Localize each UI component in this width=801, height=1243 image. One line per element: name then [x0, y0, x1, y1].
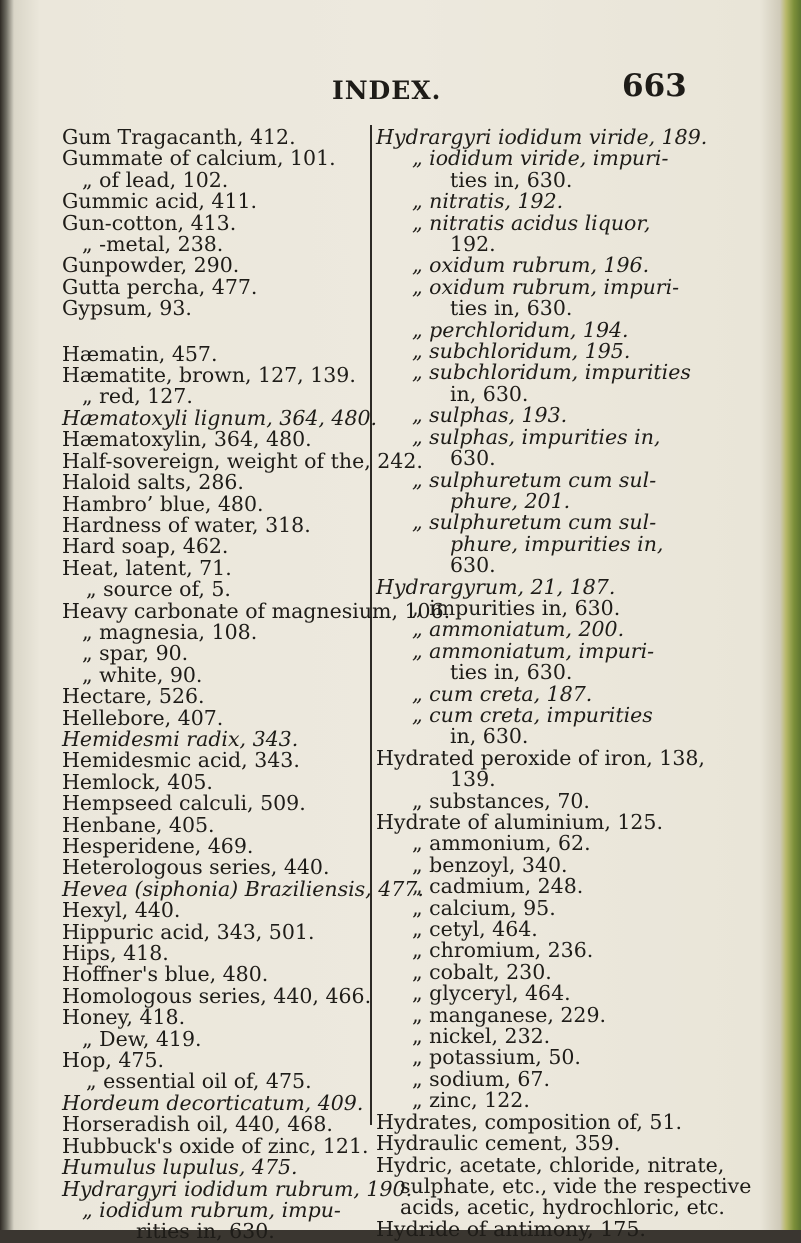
index-subentry: „ glyceryl, 464. [412, 981, 571, 1006]
index-entry: Heavy carbonate of magnesium, 106. [62, 598, 451, 623]
index-entry: Hop, 475. [62, 1048, 165, 1073]
index-entry-italic: Hydrargyrum, 21, 187. [376, 574, 616, 599]
index-subentry: „ white, 90. [82, 662, 203, 687]
index-subentry [376, 148, 681, 169]
index-entry-italic: Hevea (siphonia) Braziliensis, 477. [62, 876, 424, 901]
index-entry-continuation: 139. [450, 767, 496, 792]
index-entry-italic: Hydrargyri iodidum viride, 189. [376, 125, 708, 149]
index-entry-italic: „ perchloridum, 194. [412, 317, 629, 342]
index-entry [376, 125, 708, 149]
index-entry-italic: Hæmatoxyli lignum, 364, 480. [62, 405, 378, 430]
index-entry-italic: phure, 201. [450, 488, 571, 513]
index-subentry [376, 317, 681, 342]
index-entry-italic: „ sulphas, impurities in, [412, 424, 661, 449]
index-entry [62, 1157, 372, 1178]
index-entry: Haloid salts, 286. [62, 470, 244, 495]
index-entry: Hardness of water, 318. [62, 512, 311, 537]
index-entry-italic: „ subchloridum, 195. [412, 339, 631, 364]
index-entry: Hæmatite, brown, 127, 139. [62, 363, 356, 388]
index-entry: Gun-cotton, 413. [62, 210, 237, 235]
index-entry-italic: Hordeum decorticatum, 409. [62, 1090, 364, 1115]
index-entry: Hydraulic cement, 359. [376, 1131, 621, 1156]
index-entry: Hips, 418. [62, 941, 169, 966]
index-subentry: „ spar, 90. [82, 641, 189, 666]
index-subentry [376, 638, 681, 663]
index-entry: Half-sovereign, weight of the, 242. [62, 448, 423, 473]
index-entry-italic: phure, impurities in, [450, 531, 664, 556]
index-entry [62, 876, 424, 901]
index-subentry [376, 341, 681, 362]
index-entry-italic: Hemidesmi radix, 343. [62, 726, 299, 751]
index-column-right [376, 125, 752, 1241]
index-subentry: „ potassium, 50. [412, 1045, 581, 1070]
index-entry-continuation: ties in, 630. [450, 296, 573, 321]
index-entry-continuation: sulphate, etc., vide the respective [400, 1173, 752, 1198]
index-subentry [376, 512, 681, 533]
index-entry: Heterologous series, 440. [62, 855, 330, 880]
index-entry [62, 1090, 372, 1115]
index-subentry: „ zinc, 122. [412, 1088, 530, 1113]
index-entry: Hesperidene, 469. [62, 834, 254, 858]
index-entry: Henbane, 405. [62, 812, 215, 837]
index-entry-italic: „ nitratis, 192. [412, 189, 564, 214]
index-entry: Hard soap, 462. [62, 534, 229, 559]
index-entry-italic: „ sulphuretum cum sul- [412, 467, 657, 492]
index-entry-italic: „ iodidum viride, impuri- [412, 146, 669, 171]
index-entry: Heat, latent, 71. [62, 555, 232, 580]
index-entry [62, 726, 372, 751]
index-subentry: „ chromium, 236. [412, 938, 594, 963]
index-entry-continuation: 630. [450, 446, 496, 471]
index-entry-continuation: ties in, 630. [450, 167, 573, 192]
index-subentry: „ cobalt, 230. [412, 959, 552, 984]
index-subentry: „ essential oil of, 475. [86, 1069, 312, 1094]
index-subentry: „ red, 127. [82, 384, 193, 409]
index-subentry: „ impurities in, 630. [412, 595, 621, 620]
index-entry-italic: „ subchloridum, impurities [412, 360, 691, 385]
index-subentry: „ manganese, 229. [412, 1002, 607, 1027]
index-entry: Hydrated peroxide of iron, 138, [376, 745, 705, 770]
index-entry-italic: „ ammoniatum, impuri- [412, 638, 655, 663]
index-entry-continuation: ties in, 630. [450, 660, 573, 685]
index-entry: Honey, 418. [62, 1005, 186, 1030]
index-entry: Hellebore, 407. [62, 705, 224, 730]
index-entry: Hempseed calculi, 509. [62, 791, 306, 816]
index-subentry [376, 619, 681, 640]
index-entry: Gummate of calcium, 101. [62, 146, 336, 171]
index-subentry [376, 255, 681, 276]
index-entry-italic: „ iodidum rubrum, impu- [82, 1197, 341, 1222]
index-entry [376, 574, 681, 599]
index-subentry: „ Dew, 419. [82, 1026, 202, 1051]
index-subentry [376, 360, 691, 385]
index-entry: Hæmatin, 457. [62, 341, 218, 366]
index-entry: Gum Tragacanth, 412. [62, 125, 296, 149]
index-entry-italic: „ oxidum rubrum, impuri- [412, 274, 680, 299]
index-entry-italic: Hydrargyri iodidum rubrum, 190. [62, 1176, 413, 1201]
index-entry: Gypsum, 93. [62, 296, 192, 321]
index-subentry: „ benzoyl, 340. [412, 852, 568, 877]
index-entry-continuation: rities in, 630. [136, 1219, 275, 1243]
index-entry-italic: „ nitratis acidus liquor, [412, 210, 651, 235]
index-entry: Hectare, 526. [62, 684, 205, 709]
index-subentry [376, 702, 681, 727]
index-subentry [376, 424, 681, 449]
index-subentry: „ -metal, 238. [82, 232, 224, 257]
index-entry: Hoffner's blue, 480. [62, 962, 269, 987]
index-entry-continuation [376, 531, 681, 556]
index-subentry: „ ammonium, 62. [412, 831, 591, 856]
index-entry-italic: „ cum creta, 187. [412, 681, 593, 706]
index-entry-italic: „ cum creta, impurities [412, 702, 653, 727]
index-entry-continuation: acids, acetic, hydrochloric, etc. [400, 1195, 725, 1220]
index-entry: Hippuric acid, 343, 501. [62, 919, 315, 944]
index-subentry: „ source of, 5. [86, 577, 231, 602]
index-entry: Hydride of antimony, 175. [376, 1216, 646, 1241]
page-header [14, 68, 784, 108]
index-subentry: „ cetyl, 464. [412, 917, 538, 942]
index-subentry [62, 1197, 372, 1222]
index-entry: Hydrates, composition of, 51. [376, 1109, 683, 1134]
index-subentry: „ nickel, 232. [412, 1024, 551, 1049]
index-entry-italic: „ sulphas, 193. [412, 403, 568, 428]
index-entry-italic: „ ammoniatum, 200. [412, 617, 625, 642]
index-subentry [376, 467, 681, 492]
index-subentry: „ cadmium, 248. [412, 874, 584, 899]
index-entry: Gunpowder, 290. [62, 253, 240, 278]
index-entry: Hemidesmic acid, 343. [62, 748, 300, 773]
page-number: 663 [622, 68, 687, 104]
index-entry: Hydrate of aluminium, 125. [376, 810, 663, 834]
index-entry: Hemlock, 405. [62, 769, 213, 794]
index-column-left [62, 125, 451, 1243]
index-subentry [376, 191, 681, 212]
index-subentry [376, 405, 681, 426]
index-entry-continuation [376, 488, 681, 513]
index-entry: Hydric, acetate, chloride, nitrate, [376, 1152, 725, 1177]
index-entry: Homologous series, 440, 466. [62, 983, 372, 1008]
index-subentry: „ sodium, 67. [412, 1066, 550, 1091]
index-subentry: „ magnesia, 108. [82, 619, 258, 644]
index-entry: Hexyl, 440. [62, 898, 181, 923]
index-entry-italic: Humulus lupulus, 475. [62, 1155, 298, 1180]
index-entry: Hæmatoxylin, 364, 480. [62, 427, 312, 452]
index-subentry [376, 210, 681, 235]
index-subentry [376, 274, 681, 299]
running-title: INDEX. [332, 76, 442, 105]
index-entry: Horseradish oil, 440, 468. [62, 1112, 333, 1137]
index-subentry [376, 681, 681, 706]
index-entry: Gummic acid, 411. [62, 189, 258, 214]
index-page [14, 0, 784, 1243]
index-entry-continuation: 630. [450, 553, 496, 578]
index-subentry: „ of lead, 102. [82, 167, 229, 192]
index-entry: Hambro’ blue, 480. [62, 491, 264, 516]
index-entry [62, 1176, 413, 1201]
index-entry [62, 405, 378, 430]
index-subentry: „ substances, 70. [412, 788, 590, 813]
index-entry-italic: „ sulphuretum cum sul- [412, 510, 657, 535]
index-entry: Gutta percha, 477. [62, 274, 258, 299]
index-entry-italic: „ oxidum rubrum, 196. [412, 253, 650, 278]
index-entry-continuation: in, 630. [450, 381, 529, 406]
index-entry: Hubbuck's oxide of zinc, 121. [62, 1133, 369, 1158]
index-entry-continuation: 192. [450, 232, 496, 257]
index-subentry: „ calcium, 95. [412, 895, 556, 920]
index-entry-continuation: in, 630. [450, 724, 529, 749]
